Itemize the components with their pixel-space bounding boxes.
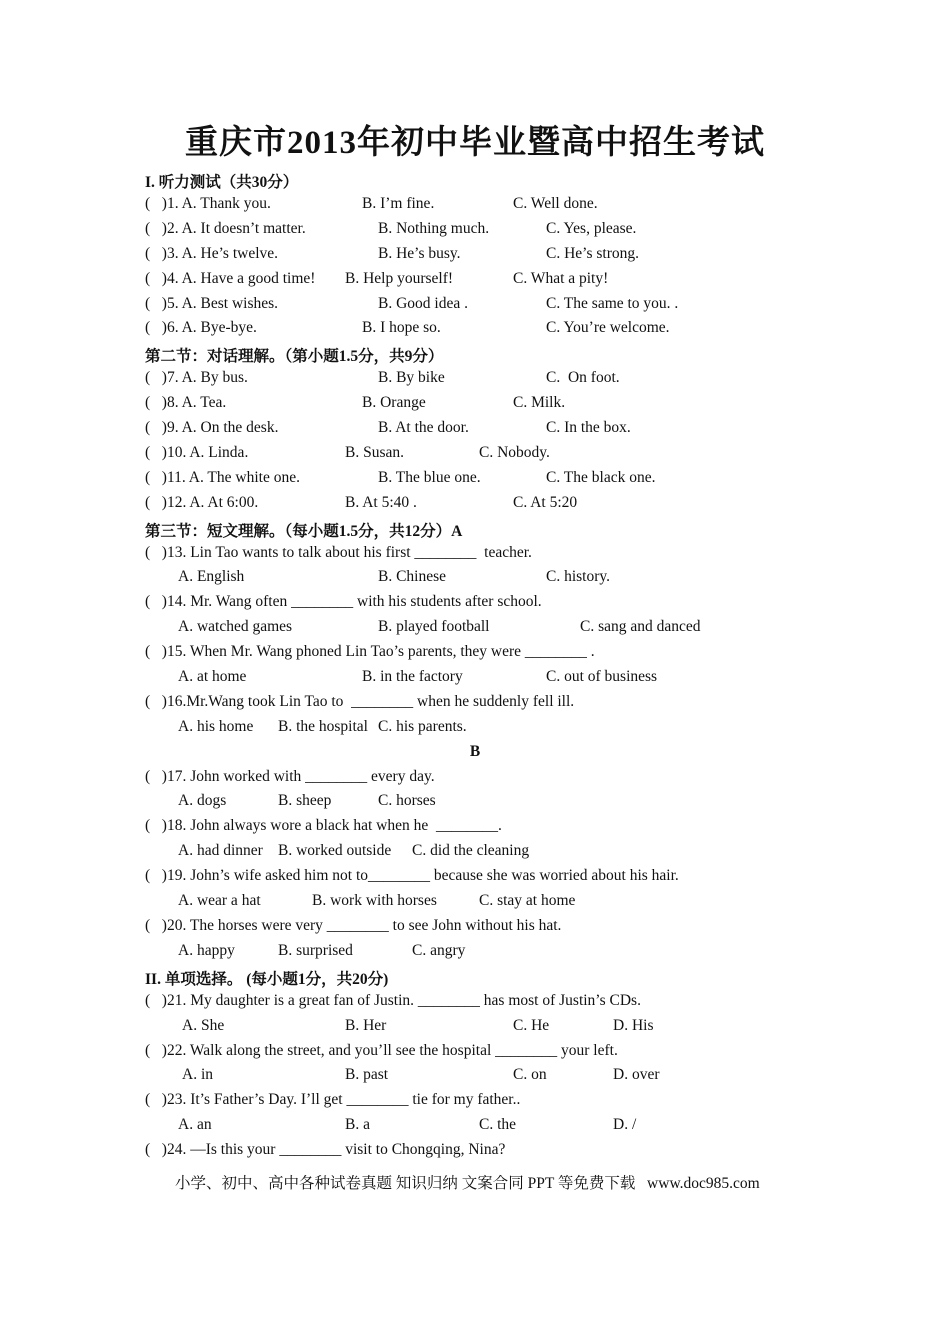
- option-a: A. She: [182, 1017, 225, 1034]
- option-b: B. By bike: [378, 369, 445, 386]
- question-9: [145, 419, 631, 444]
- option-c: C. on: [513, 1066, 547, 1083]
- option-b: B. a: [345, 1116, 370, 1133]
- option-b: B. I’m fine.: [362, 195, 435, 212]
- question-13: ( )13. Lin Tao wants to talk about his first ________ teacher.: [145, 544, 532, 561]
- option-a: A. happy: [178, 942, 235, 959]
- option-b: B. Orange: [362, 394, 426, 411]
- question-stem: ( )4. A. Have a good time!: [145, 270, 316, 287]
- option-c: C. What a pity!: [513, 270, 609, 287]
- question-6: [145, 319, 670, 344]
- option-c: C. stay at home: [479, 892, 576, 909]
- option-c: C. In the box.: [546, 419, 631, 436]
- option-c: C. Well done.: [513, 195, 598, 212]
- option-c: C. Nobody.: [479, 444, 550, 461]
- option-b: B. He’s busy.: [378, 245, 461, 262]
- option-b: B. Susan.: [345, 444, 404, 461]
- question-21-options: [145, 1017, 654, 1042]
- question-16: ( )16.Mr.Wang took Lin Tao to ________ when he suddenly fell ill.: [145, 693, 575, 710]
- option-c: C. He: [513, 1017, 550, 1034]
- option-a: A. English: [178, 568, 245, 585]
- question-stem: ( )12. A. At 6:00.: [145, 494, 259, 511]
- option-c: C. You’re welcome.: [546, 319, 670, 336]
- question-stem: ( )3. A. He’s twelve.: [145, 245, 279, 262]
- question-14: ( )14. Mr. Wang often ________ with his students after school.: [145, 593, 542, 610]
- option-c: C. out of business: [546, 668, 658, 685]
- question-20-options: [145, 942, 466, 967]
- option-c: C. the: [479, 1116, 517, 1133]
- question-stem: ( )5. A. Best wishes.: [145, 295, 279, 312]
- question-stem: ( )8. A. Tea.: [145, 394, 227, 411]
- question-11: [145, 469, 656, 494]
- option-a: A. had dinner: [178, 842, 263, 859]
- question-8: [145, 394, 566, 419]
- footer-text: 小学、初中、高中各种试卷真题 知识归纳 文案合同 PPT 等免费下载 www.doc985.com: [175, 1175, 760, 1192]
- option-b: B. worked outside: [278, 842, 392, 859]
- question-16-options: [145, 718, 467, 743]
- question-15: ( )15. When Mr. Wang phoned Lin Tao’s parents, they were ________ .: [145, 643, 595, 660]
- question-23: ( )23. It’s Father’s Day. I’ll get ________ tie for my father..: [145, 1091, 521, 1108]
- question-5: [145, 295, 679, 320]
- option-b: B. in the factory: [362, 668, 463, 685]
- option-c: C. did the cleaning: [412, 842, 530, 859]
- question-1: [145, 195, 598, 220]
- question-4: [145, 270, 609, 295]
- question-22: ( )22. Walk along the street, and you’ll see the hospital ________ your left.: [145, 1042, 618, 1059]
- question-14-options: [145, 618, 701, 643]
- option-b: B. Her: [345, 1017, 387, 1034]
- option-b: B. played football: [378, 618, 490, 635]
- question-20: ( )20. The horses were very ________ to see John without his hat.: [145, 917, 562, 934]
- option-d: D. His: [613, 1017, 654, 1034]
- question-7: [145, 369, 620, 394]
- question-18-options: [145, 842, 530, 867]
- page-title: 重庆市2013年初中毕业暨高中招生考试: [185, 125, 765, 161]
- question-3: [145, 245, 639, 270]
- question-13-options: [145, 568, 611, 593]
- option-b: B. The blue one.: [378, 469, 481, 486]
- question-12: [145, 494, 578, 519]
- option-d: D. over: [613, 1066, 660, 1083]
- option-b: B. past: [345, 1066, 389, 1083]
- option-c: C. He’s strong.: [546, 245, 639, 262]
- question-stem: ( )2. A. It doesn’t matter.: [145, 220, 306, 237]
- question-17: ( )17. John worked with ________ every day.: [145, 768, 435, 785]
- option-c: C. horses: [378, 792, 436, 809]
- question-23-options: [145, 1116, 637, 1141]
- option-b: B. work with horses: [312, 892, 437, 909]
- option-a: A. dogs: [178, 792, 227, 809]
- question-18: ( )18. John always wore a black hat when he ________.: [145, 817, 502, 834]
- option-b: B. Good idea .: [378, 295, 468, 312]
- question-stem: ( )11. A. The white one.: [145, 469, 300, 486]
- question-stem: ( )9. A. On the desk.: [145, 419, 279, 436]
- option-a: A. wear a hat: [178, 892, 261, 909]
- option-c: C. On foot.: [546, 369, 620, 386]
- question-stem: ( )10. A. Linda.: [145, 444, 249, 461]
- option-b: B. sheep: [278, 792, 332, 809]
- question-10: [145, 444, 550, 469]
- option-c: C. sang and danced: [580, 618, 701, 635]
- question-17-options: [145, 792, 436, 817]
- option-a: A. an: [178, 1116, 212, 1133]
- section-heading-passage: 第三节：短文理解。（每小题1.5分，共12分）A: [145, 523, 463, 540]
- question-19-options: [145, 892, 576, 917]
- option-c: C. history.: [546, 568, 611, 585]
- option-c: C. angry: [412, 942, 466, 959]
- option-c: C. Yes, please.: [546, 220, 637, 237]
- option-b: B. surprised: [278, 942, 353, 959]
- option-a: A. his home: [178, 718, 254, 735]
- option-b: B. At the door.: [378, 419, 469, 436]
- question-15-options: [145, 668, 658, 693]
- option-b: B. I hope so.: [362, 319, 441, 336]
- section-heading-multiple-choice: II. 单项选择。 (每小题1分，共20分): [145, 971, 389, 988]
- question-stem: ( )1. A. Thank you.: [145, 195, 271, 212]
- option-c: C. At 5:20: [513, 494, 578, 511]
- option-a: A. in: [182, 1066, 213, 1083]
- question-stem: ( )7. A. By bus.: [145, 369, 248, 386]
- option-b: B. Nothing much.: [378, 220, 490, 237]
- section-heading-dialogue: 第二节：对话理解。（第小题1.5分，共9分）: [145, 348, 444, 365]
- question-stem: ( )6. A. Bye-bye.: [145, 319, 257, 336]
- question-21: ( )21. My daughter is a great fan of Justin. ________ has most of Justin’s CDs.: [145, 992, 641, 1009]
- question-19: ( )19. John’s wife asked him not to________ because she was worried about his hair.: [145, 867, 679, 884]
- option-d: D. /: [613, 1116, 637, 1133]
- option-a: A. watched games: [178, 618, 293, 635]
- option-c: C. Milk.: [513, 394, 566, 411]
- question-22-options: [145, 1066, 660, 1091]
- option-b: B. the hospital: [278, 718, 368, 735]
- passage-b-label: B: [469, 743, 481, 760]
- question-24: ( )24. —Is this your ________ visit to Chongqing, Nina?: [145, 1141, 506, 1158]
- option-a: A. at home: [178, 668, 247, 685]
- option-b: B. At 5:40 .: [345, 494, 417, 511]
- option-b: B. Chinese: [378, 568, 447, 585]
- option-b: B. Help yourself!: [345, 270, 454, 287]
- option-c: C. his parents.: [378, 718, 467, 735]
- question-2: [145, 220, 637, 245]
- option-c: C. The black one.: [546, 469, 656, 486]
- section-heading-listening: I. 听力测试（共30分）: [145, 174, 299, 191]
- option-c: C. The same to you. .: [546, 295, 679, 312]
